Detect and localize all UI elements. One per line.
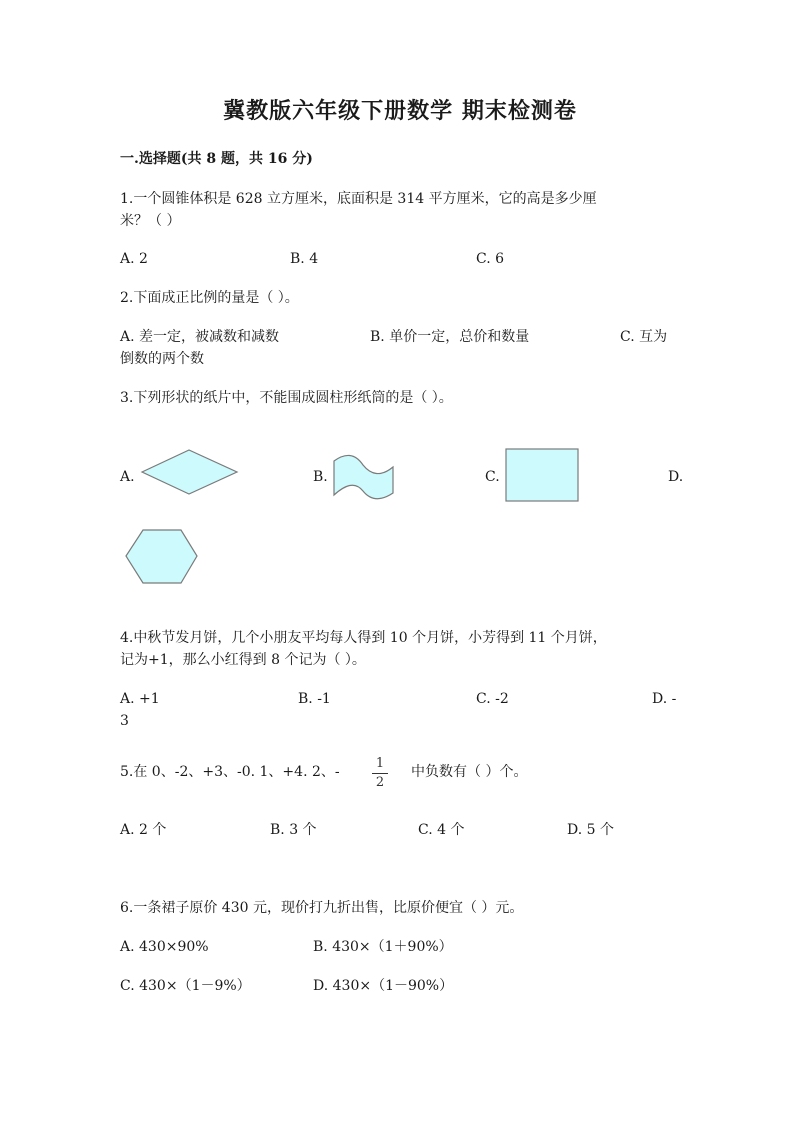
rhombus-shape	[140, 448, 240, 498]
question-4-option-a[interactable]: A. +1	[120, 691, 160, 707]
question-2-option-b[interactable]: B. 单价一定，总价和数量	[370, 329, 530, 345]
fraction-bar	[372, 773, 388, 774]
question-6-option-a[interactable]: A. 430×90%	[120, 939, 209, 955]
question-4-option-c[interactable]: C. -2	[476, 691, 509, 707]
question-1-option-a[interactable]: A. 2	[120, 251, 148, 267]
question-3-text: 3.下列形状的纸片中，不能围成圆柱形纸筒的是（ ）。	[120, 390, 453, 406]
question-3-option-d[interactable]: D.	[668, 469, 684, 485]
question-4-text-line2: 记为+1，那么小红得到 8 个记为（ ）。	[120, 652, 366, 668]
question-1-option-b[interactable]: B. 4	[290, 251, 319, 267]
question-6-option-d[interactable]: D. 430×（1－90%）	[313, 978, 454, 994]
question-3-option-b[interactable]: B.	[313, 469, 328, 485]
fraction-denominator: 2	[375, 775, 385, 790]
question-3-option-c[interactable]: C.	[485, 469, 500, 485]
question-2-option-c[interactable]: C. 互为	[620, 329, 668, 345]
question-1-text-line1: 1.一个圆锥体积是 628 立方厘米，底面积是 314 平方厘米，它的高是多少厘	[120, 191, 597, 207]
question-2-text: 2.下面成正比例的量是（ ）。	[120, 290, 299, 306]
question-2-option-a[interactable]: A. 差一定，被减数和减数	[120, 329, 280, 345]
question-6-option-c[interactable]: C. 430×（1－9%）	[120, 978, 251, 994]
wavy-paper-shape	[331, 455, 397, 501]
question-5-option-c[interactable]: C. 4 个	[418, 822, 465, 838]
question-1-option-c[interactable]: C. 6	[476, 251, 505, 267]
question-6-option-b[interactable]: B. 430×（1＋90%）	[313, 939, 453, 955]
fraction-one-half	[372, 756, 388, 791]
section-heading: 一.选择题(共 8 题，共 16 分)	[120, 151, 313, 167]
question-4-option-b[interactable]: B. -1	[298, 691, 331, 707]
question-5-text-end: 中负数有（ ）个。	[411, 764, 528, 780]
question-4-text-line1: 4.中秋节发月饼，几个小朋友平均每人得到 10 个月饼，小芳得到 11 个月饼，	[120, 630, 607, 646]
question-3-option-a[interactable]: A.	[120, 469, 135, 485]
question-5-option-a[interactable]: A. 2 个	[120, 822, 167, 838]
question-2-option-c-wrap: 倒数的两个数	[120, 351, 204, 367]
hexagon-shape	[124, 528, 200, 586]
question-1-text-line2: 米？（ ）	[120, 213, 181, 229]
question-5-option-b[interactable]: B. 3 个	[270, 822, 317, 838]
page-title: 冀教版六年级下册数学 期末检测卷	[223, 98, 577, 124]
fraction-numerator: 1	[375, 756, 385, 771]
question-4-option-d[interactable]: D. -	[652, 691, 677, 707]
question-4-option-d-wrap: 3	[120, 713, 129, 729]
question-5-text: 5.在 0、-2、+3、-0. 1、+4. 2、-	[120, 764, 340, 780]
question-6-text: 6.一条裙子原价 430 元，现价打九折出售，比原价便宜（ ）元。	[120, 900, 524, 916]
question-5-option-d[interactable]: D. 5 个	[567, 822, 614, 838]
rectangle-shape	[505, 448, 579, 502]
